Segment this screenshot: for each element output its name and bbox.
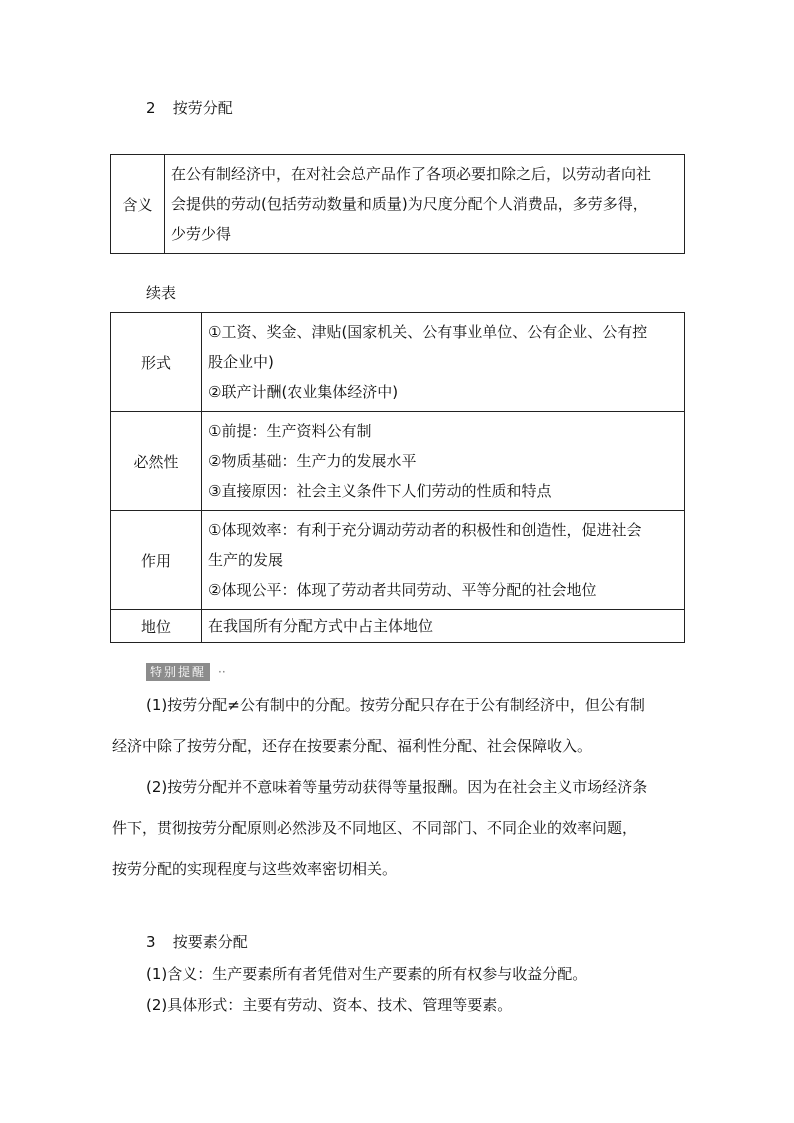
item-text: ：主要有劳动、资本、技术、管理等要素。: [227, 996, 513, 1014]
row-content: [202, 313, 685, 412]
continued-table: [110, 312, 685, 643]
row-label: 作用: [111, 511, 202, 610]
content-line: 股企业中): [208, 353, 274, 371]
definition-table: [110, 154, 685, 254]
section-heading-2: [146, 97, 233, 118]
item-prefix: (1): [146, 965, 168, 983]
content-line: ②物质基础：生产力的发展水平: [208, 452, 417, 470]
table-row: [111, 412, 685, 511]
row-label: 地位: [111, 610, 202, 643]
section-heading-3: [146, 931, 248, 952]
row-label: 含义: [111, 155, 165, 254]
table-row: [111, 155, 685, 254]
section-title: 按劳分配: [172, 99, 233, 117]
continued-label: 续表: [146, 284, 177, 302]
table-row: [111, 511, 685, 610]
content-line: ①体现效率：有利于充分调动劳动者的积极性和创造性，促进社会: [208, 521, 642, 539]
item-term: 含义: [167, 965, 198, 983]
item-prefix: (2): [146, 996, 168, 1014]
content-line: ③直接原因：社会主义条件下人们劳动的性质和特点: [208, 482, 552, 500]
tip-paragraph-2: [112, 767, 684, 890]
paragraph-line: (1)按劳分配≠公有制中的分配。按劳分配只存在于公有制经济中，但公有制: [146, 696, 645, 714]
paragraph-line: (2)按劳分配并不意味着等量劳动获得等量报酬。因为在社会主义市场经济条: [146, 778, 648, 796]
section-title: 按要素分配: [172, 933, 248, 951]
tip-badge: 特别提醒: [146, 663, 210, 681]
content-line: ②联产计酬(农业集体经济中): [208, 383, 399, 401]
tip-paragraph-1: [112, 685, 684, 767]
row-label: 形式: [111, 313, 202, 412]
paragraph-line: 经济中除了按劳分配，还存在按要素分配、福利性分配、社会保障收入。: [112, 737, 593, 755]
tip-dots: ··: [218, 665, 226, 679]
row-content: [165, 155, 685, 254]
section-number: 2: [146, 99, 156, 117]
row-label: 必然性: [111, 412, 202, 511]
form-item: [146, 994, 512, 1015]
row-content: [202, 412, 685, 511]
paragraph-line: 按劳分配的实现程度与这些效率密切相关。: [112, 860, 398, 878]
table-row: [111, 313, 685, 412]
row-content: [202, 610, 685, 643]
content-line: ①工资、奖金、津贴(国家机关、公有事业单位、公有企业、公有控: [208, 323, 648, 341]
item-text: ：生产要素所有者凭借对生产要素的所有权参与收益分配。: [197, 965, 588, 983]
content-line: ①前提：生产资料公有制: [208, 422, 372, 440]
row-content: [202, 511, 685, 610]
item-term: 具体形式: [167, 996, 228, 1014]
content-line: 生产的发展: [208, 551, 284, 569]
paragraph-line: 件下，贯彻按劳分配原则必然涉及不同地区、不同部门、不同企业的效率问题，: [112, 819, 638, 837]
section-number: 3: [146, 933, 156, 951]
content-line: 会提供的劳动(包括劳动数量和质量)为尺度分配个人消费品，多劳多得，: [171, 195, 648, 213]
content-line: ②体现公平：体现了劳动者共同劳动、平等分配的社会地位: [208, 581, 597, 599]
content-line: 在我国所有分配方式中占主体地位: [208, 617, 434, 635]
content-line: 在公有制经济中，在对社会总产品作了各项必要扣除之后，以劳动者向社: [171, 165, 652, 183]
table-row: [111, 610, 685, 643]
content-line: 少劳少得: [171, 225, 232, 243]
definition-item: [146, 963, 587, 984]
